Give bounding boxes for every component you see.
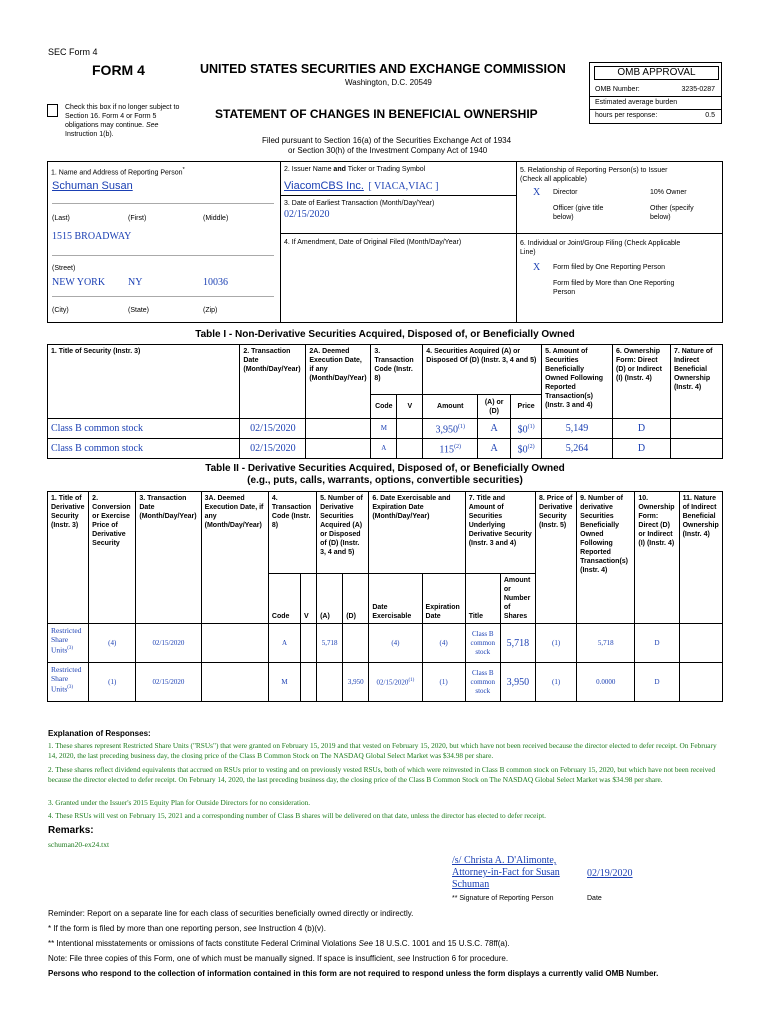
issuer-line <box>284 176 438 194</box>
reminder-3: ** Intentional misstatements or omissions of facts constitute Federal Criminal Violations See 18 U.S.C. 1001 and 15 U.S.C. 78ff(a). <box>48 939 510 948</box>
footnote-1: 1. These shares represent Restricted Share Units ("RSUs") that were granted on February 15, 2019 and that vested on February 15, 2020, but which have not been received because the director elected to defer receipt. On February 14, 2020, the last preceding business day, the closing price of the Class B Common Stock on The NASDAQ Global Select Market was $34.98 per share. <box>48 741 717 760</box>
city-label: (City) <box>52 307 69 314</box>
street-value: 1515 BROADWAY <box>52 231 132 242</box>
box1-label: 1. Name and Address of Reporting Person* <box>51 167 185 177</box>
t1-h2: 2. Transaction Date (Month/Day/Year) <box>240 345 306 419</box>
officer-label: Officer (give title below) <box>553 205 604 221</box>
table2: 1. Title of Derivative Security (Instr. 3) 2. Conversion or Exercise Price of Derivative Security 3. Transaction Date (Month/Day/Year) 3A. Deemed Execution Date, if any (Month/Day/Year) 4. Transaction Code (Instr. 8) 5. Number of Derivative Securities Acquired (A) or Disposed of (D) (Instr. 3, 4 and 5) 6. Date Exercisable and Expiration Date (Month/Day/Year) 7. Title and Amount of Securities Underlying Derivative Security (Instr. 3 and 4) 8. Price of Derivative Security (Instr. 5) 9. Number of derivative Securities Beneficially Owned Following Reported Transaction(s) (Instr. 4) 10. Ownership Form: Direct (D) or Indirect (I) (Instr. 4) 11. Nature of Indirect Beneficial Ownership (Instr. 4) Code V (A) (D) Date Exercisable Expiration Date Title Amount or Number of Shares Restricted Share Units$^{(3)}$ (4) 02/15/2020 A 5,718 (4) (4) Class B common stock 5,718 (1) 5,718 D Restricted Share Units$^{(3)}$ (1) 02/15/2020 M 3,950 02/15/2020$^{(1)}$ (1) Class B common stock 3,950 (1) 0.0000 D <box>47 491 723 702</box>
commission-title: UNITED STATES SECURITIES AND EXCHANGE COMMISSION <box>200 62 566 76</box>
reminder-5: Persons who respond to the collection of information contained in this form are not required to respond unless the form displays a currently valid OMB Number. <box>48 969 659 978</box>
t2-h5: 5. Number of Derivative Securities Acquired (A) or Disposed of (D) (Instr. 3, 4 and 5) <box>317 492 369 574</box>
signature-label: ** Signature of Reporting Person <box>452 895 554 902</box>
t1-h4: 4. Securities Acquired (A) or Disposed Of (D) (Instr. 3, 4 and 5) <box>423 345 542 395</box>
state-label: (State) <box>128 307 150 314</box>
footnote-3: 3. Granted under the Issuer's 2015 Equity Plan for Outside Directors for no consideration. <box>48 798 311 807</box>
city-value: NEW YORK <box>52 277 106 288</box>
table-row: Class B common stock 02/15/2020 A 115$^{(2)}$ A $0$^{(2)}$ 5,264 D <box>48 439 723 459</box>
signature-date: 02/19/2020 <box>587 868 633 879</box>
reporting-person-name[interactable]: Schuman Susan <box>52 180 133 192</box>
t2-h9: 9. Number of derivative Securities Beneficially Owned Following Reported Transaction(s) (Instr. 4) <box>577 492 635 624</box>
issuer-name[interactable]: ViacomCBS Inc. <box>284 180 364 192</box>
t2-h2: 2. Conversion or Exercise Price of Derivative Security <box>89 492 136 624</box>
middle-label: (Middle) <box>203 215 229 222</box>
other-label: Other (specify below) <box>650 205 694 221</box>
footnote-4: 4. These RSUs will vest on February 15, 2021 and a corresponding number of Class B shares will be delivered on that date, unless the director has elected to defer receipt. <box>48 811 546 820</box>
form-title: FORM 4 <box>92 62 145 78</box>
t1-h6: 6. Ownership Form: Direct (D) or Indirect (I) (Instr. 4) <box>613 345 671 419</box>
table1-title: Table I - Non-Derivative Securities Acquired, Disposed of, or Beneficially Owned <box>195 329 575 340</box>
box6-label: 6. Individual or Joint/Group Filing (Check Applicable Line) <box>520 240 681 256</box>
last-label: (Last) <box>52 215 70 222</box>
table-row: Restricted Share Units$^{(3)}$ (1) 02/15/2020 M 3,950 02/15/2020$^{(1)}$ (1) Class B common stock 3,950 (1) 0.0000 D <box>48 663 723 702</box>
more-reporting-label: Form filed by More than One Reporting Person <box>553 280 675 296</box>
omb-title: OMB APPROVAL <box>594 66 719 80</box>
hours-value: 0.5 <box>705 112 715 119</box>
ticker: [ VIACA,VIAC ] <box>368 181 439 192</box>
t2-h8: 8. Price of Derivative Security (Instr. 5) <box>535 492 576 624</box>
t1-h2a: 2A. Deemed Execution Date, if any (Month/Day/Year) <box>306 345 371 419</box>
table-row: Class B common stock 02/15/2020 M 3,950$^{(1)}$ A $0$^{(1)}$ 5,149 D <box>48 419 723 439</box>
one-reporting-label: Form filed by One Reporting Person <box>553 264 666 271</box>
box3-label: 3. Date of Earliest Transaction (Month/Day/Year) <box>284 200 435 207</box>
t2-h3: 3. Transaction Date (Month/Day/Year) <box>136 492 201 624</box>
t1-amount: Amount <box>423 395 478 419</box>
omb-number-value: 3235-0287 <box>681 86 715 93</box>
one-reporting-check: X <box>533 262 541 273</box>
first-label: (First) <box>128 215 147 222</box>
omb-number-label: OMB Number: <box>595 86 640 93</box>
t2-h3a: 3A. Deemed Execution Date, if any (Month/Day/Year) <box>201 492 268 624</box>
commission-address: Washington, D.C. 20549 <box>345 78 432 87</box>
date-label: Date <box>587 895 602 902</box>
t2-h4: 4. Transaction Code (Instr. 8) <box>268 492 316 574</box>
remarks-text: schuman20-ex24.txt <box>48 840 110 849</box>
box2-label: 2. Issuer Name and Ticker or Trading Symbol <box>284 166 426 173</box>
checkbox-note: Check this box if no longer subject to Section 16. Form 4 or Form 5 obligations may continue. See Instruction 1(b). <box>65 104 180 138</box>
statement-title: STATEMENT OF CHANGES IN BENEFICIAL OWNERSHIP <box>215 107 538 121</box>
street-label: (Street) <box>52 265 76 272</box>
remarks-title: Remarks: <box>48 825 94 836</box>
filed-pursuant-1: Filed pursuant to Section 16(a) of the Securities Exchange Act of 1934 <box>262 136 512 145</box>
t2-h7: 7. Title and Amount of Securities Underlying Derivative Security (Instr. 3 and 4) <box>465 492 535 574</box>
signature[interactable]: /s/ Christa A. D'Alimonte, Attorney-in-Fact for Susan Schuman <box>452 855 560 890</box>
director-check: X <box>533 187 541 198</box>
ten-percent-owner-label: 10% Owner <box>650 189 687 196</box>
t1-price: Price <box>511 395 542 419</box>
t1-h5: 5. Amount of Securities Beneficially Owned Following Reported Transaction(s) (Instr. 3 and 4) <box>542 345 613 419</box>
t1-v: V <box>397 395 423 419</box>
t1-h1: 1. Title of Security (Instr. 3) <box>48 345 240 419</box>
zip-value: 10036 <box>203 277 228 288</box>
t2-h6: 6. Date Exercisable and Expiration Date (Month/Day/Year) <box>369 492 465 574</box>
sec-form-label: SEC Form 4 <box>48 47 98 57</box>
reminder-1: Reminder: Report on a separate line for each class of securities beneficially owned directly or indirectly. <box>48 909 414 918</box>
box4-label: 4. If Amendment, Date of Original Filed (Month/Day/Year) <box>284 239 462 246</box>
table1 <box>47 344 723 459</box>
hours-label: hours per response: <box>595 112 658 119</box>
no-longer-subject-checkbox[interactable] <box>47 104 58 117</box>
box5-label: 5. Relationship of Reporting Person(s) to Issuer (Check all applicable) <box>520 167 668 183</box>
t2-h11: 11. Nature of Indirect Beneficial Ownership (Instr. 4) <box>679 492 722 624</box>
t1-h3: 3. Transaction Code (Instr. 8) <box>371 345 423 395</box>
zip-label: (Zip) <box>203 307 218 314</box>
reminder-4: Note: File three copies of this Form, one of which must be manually signed. If space is insufficient, see Instruction 6 for procedure. <box>48 954 509 963</box>
table-row: Restricted Share Units$^{(3)}$ (4) 02/15/2020 A 5,718 (4) (4) Class B common stock 5,718 (1) 5,718 D <box>48 624 723 663</box>
table2-title: Table II - Derivative Securities Acquired, Disposed of, or Beneficially Owned (e.g., puts, calls, warrants, options, convertible securities) <box>205 463 565 486</box>
earliest-transaction-date: 02/15/2020 <box>284 209 330 220</box>
t2-h1: 1. Title of Derivative Security (Instr. 3) <box>48 492 89 624</box>
t1-h7: 7. Nature of Indirect Beneficial Ownership (Instr. 4) <box>670 345 722 419</box>
t2-h10: 10. Ownership Form: Direct (D) or Indirect (I) (Instr. 4) <box>635 492 679 624</box>
omb-approval-box <box>589 62 722 124</box>
explanation-title: Explanation of Responses: <box>48 729 151 738</box>
t1-code: Code <box>371 395 397 419</box>
director-label: Director <box>553 189 578 196</box>
footnote-2: 2. These shares reflect dividend equivalents that accrued on RSUs prior to vesting and on previously vested RSUs, both of which were reinvested in Class B common stock on February 15, 2020, but which have not been received because the director elected to defer receipt. On February 14, 2020, the last preceding business day, the closing price of the Class B Common Stock on The NASDAQ Global Select Market was $34.98 per share. <box>48 765 716 784</box>
burden-label: Estimated average burden <box>595 99 678 106</box>
reminder-2: * If the form is filed by more than one reporting person, see Instruction 4 (b)(v). <box>48 924 326 933</box>
filed-pursuant-2: or Section 30(h) of the Investment Company Act of 1940 <box>288 146 488 155</box>
t1-aord: (A) or (D) <box>478 395 511 419</box>
state-value: NY <box>128 277 143 288</box>
